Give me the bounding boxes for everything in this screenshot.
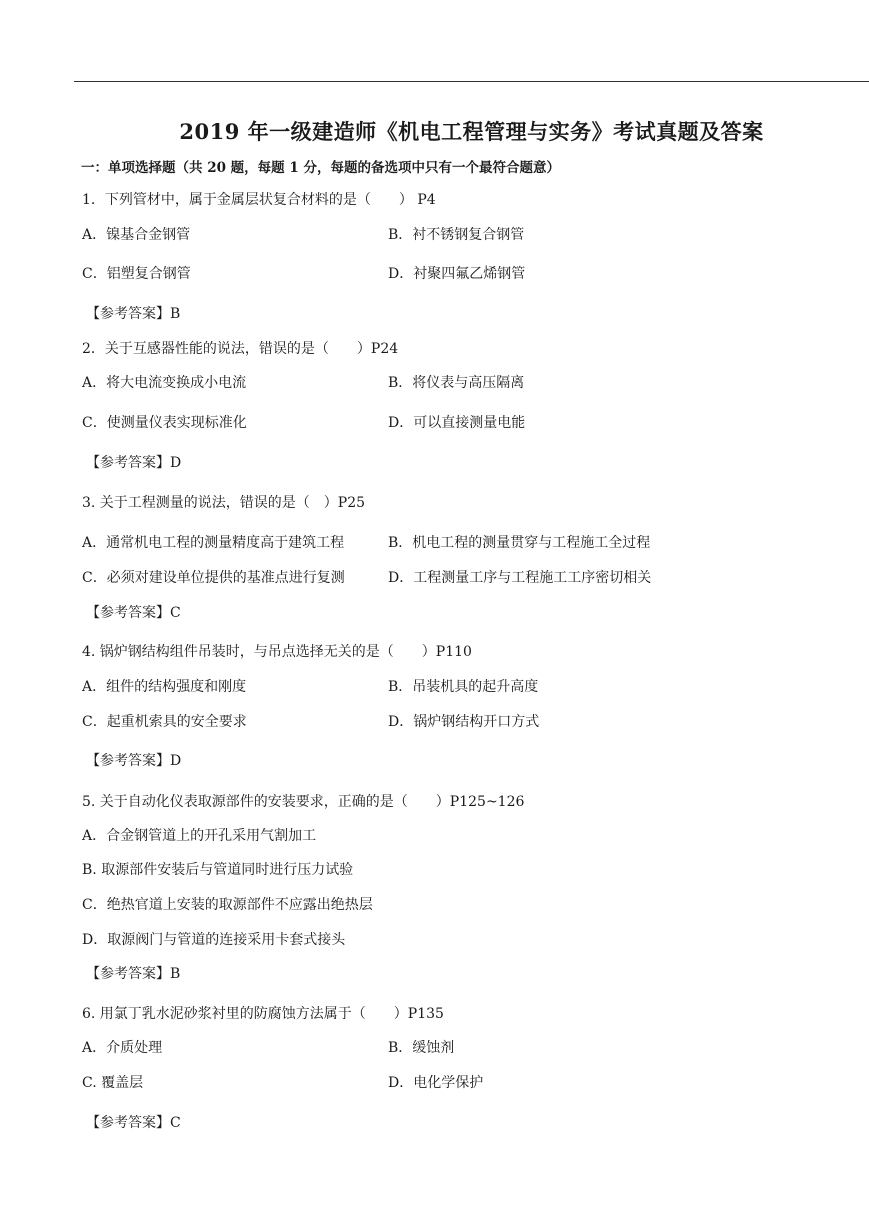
question-2-option-c: C．使测量仪表实现标准化	[82, 415, 247, 431]
question-3-stem: 3. 关于工程测量的说法，错误的是（ ）P25	[82, 495, 366, 511]
question-5-stem: 5. 关于自动化仪表取源部件的安装要求，正确的是（ ）P125~126	[82, 794, 525, 810]
question-1-option-c: C．铝塑复合钢管	[82, 266, 191, 282]
question-3-option-d: D．工程测量工序与工程施工工序密切相关	[388, 570, 652, 586]
top-rule	[74, 81, 869, 82]
question-6-option-d: D．电化学保护	[388, 1075, 484, 1091]
question-1-option-d: D．衬聚四氟乙烯钢管	[388, 266, 526, 282]
question-4-option-b: B．吊装机具的起升高度	[388, 679, 539, 695]
question-4-answer: 【参考答案】D	[86, 753, 182, 769]
question-2-answer: 【参考答案】D	[86, 455, 182, 471]
question-4-option-a: A．组件的结构强度和刚度	[82, 679, 247, 695]
question-3-answer: 【参考答案】C	[86, 605, 181, 621]
question-2-option-d: D．可以直接测量电能	[388, 415, 526, 431]
question-1-stem: 1．下列管材中，属于金属层状复合材料的是（ ） P4	[82, 192, 436, 208]
question-4-option-d: D．锅炉钢结构开口方式	[388, 714, 540, 730]
question-4-stem: 4. 锅炉钢结构组件吊装时，与吊点选择无关的是（ ）P110	[82, 644, 472, 660]
question-2-option-a: A．将大电流变换成小电流	[82, 375, 247, 391]
question-6-option-b: B．缓蚀剂	[388, 1040, 455, 1056]
question-6-option-a: A．介质处理	[82, 1040, 163, 1056]
question-3-option-a: A．通常机电工程的测量精度高于建筑工程	[82, 535, 345, 551]
question-1-option-b: B．衬不锈钢复合钢管	[388, 227, 525, 243]
question-1-answer: 【参考答案】B	[86, 306, 181, 322]
question-4-option-c: C．起重机索具的安全要求	[82, 714, 247, 730]
question-6-answer: 【参考答案】C	[86, 1115, 181, 1131]
question-2-option-b: B．将仪表与高压隔离	[388, 375, 525, 391]
question-3-option-c: C．必须对建设单位提供的基准点进行复测	[82, 570, 345, 586]
question-3-option-b: B．机电工程的测量贯穿与工程施工全过程	[388, 535, 651, 551]
question-6-stem: 6. 用氯丁乳水泥砂浆衬里的防腐蚀方法属于（ ）P135	[82, 1006, 444, 1022]
question-5-option-a: A．合金钢管道上的开孔采用气割加工	[82, 828, 317, 844]
question-5-option-b: B. 取源部件安装后与管道同时进行压力试验	[82, 862, 354, 878]
question-2-stem: 2．关于互感器性能的说法，错误的是（ ）P24	[82, 341, 399, 357]
question-5-option-c: C．绝热官道上安装的取源部件不应露出绝热层	[82, 897, 373, 913]
section-heading: 一：单项选择题（共 20 题，每题 1 分，每题的备选项中只有一个最符合题意）	[81, 160, 560, 176]
question-5-answer: 【参考答案】B	[86, 966, 181, 982]
question-6-option-c: C. 覆盖层	[82, 1075, 144, 1091]
document-title: 2019 年一级建造师《机电工程管理与实务》考试真题及答案	[179, 119, 764, 144]
question-5-option-d: D．取源阀门与管道的连接采用卡套式接头	[82, 932, 346, 948]
question-1-option-a: A．镍基合金钢管	[82, 227, 191, 243]
